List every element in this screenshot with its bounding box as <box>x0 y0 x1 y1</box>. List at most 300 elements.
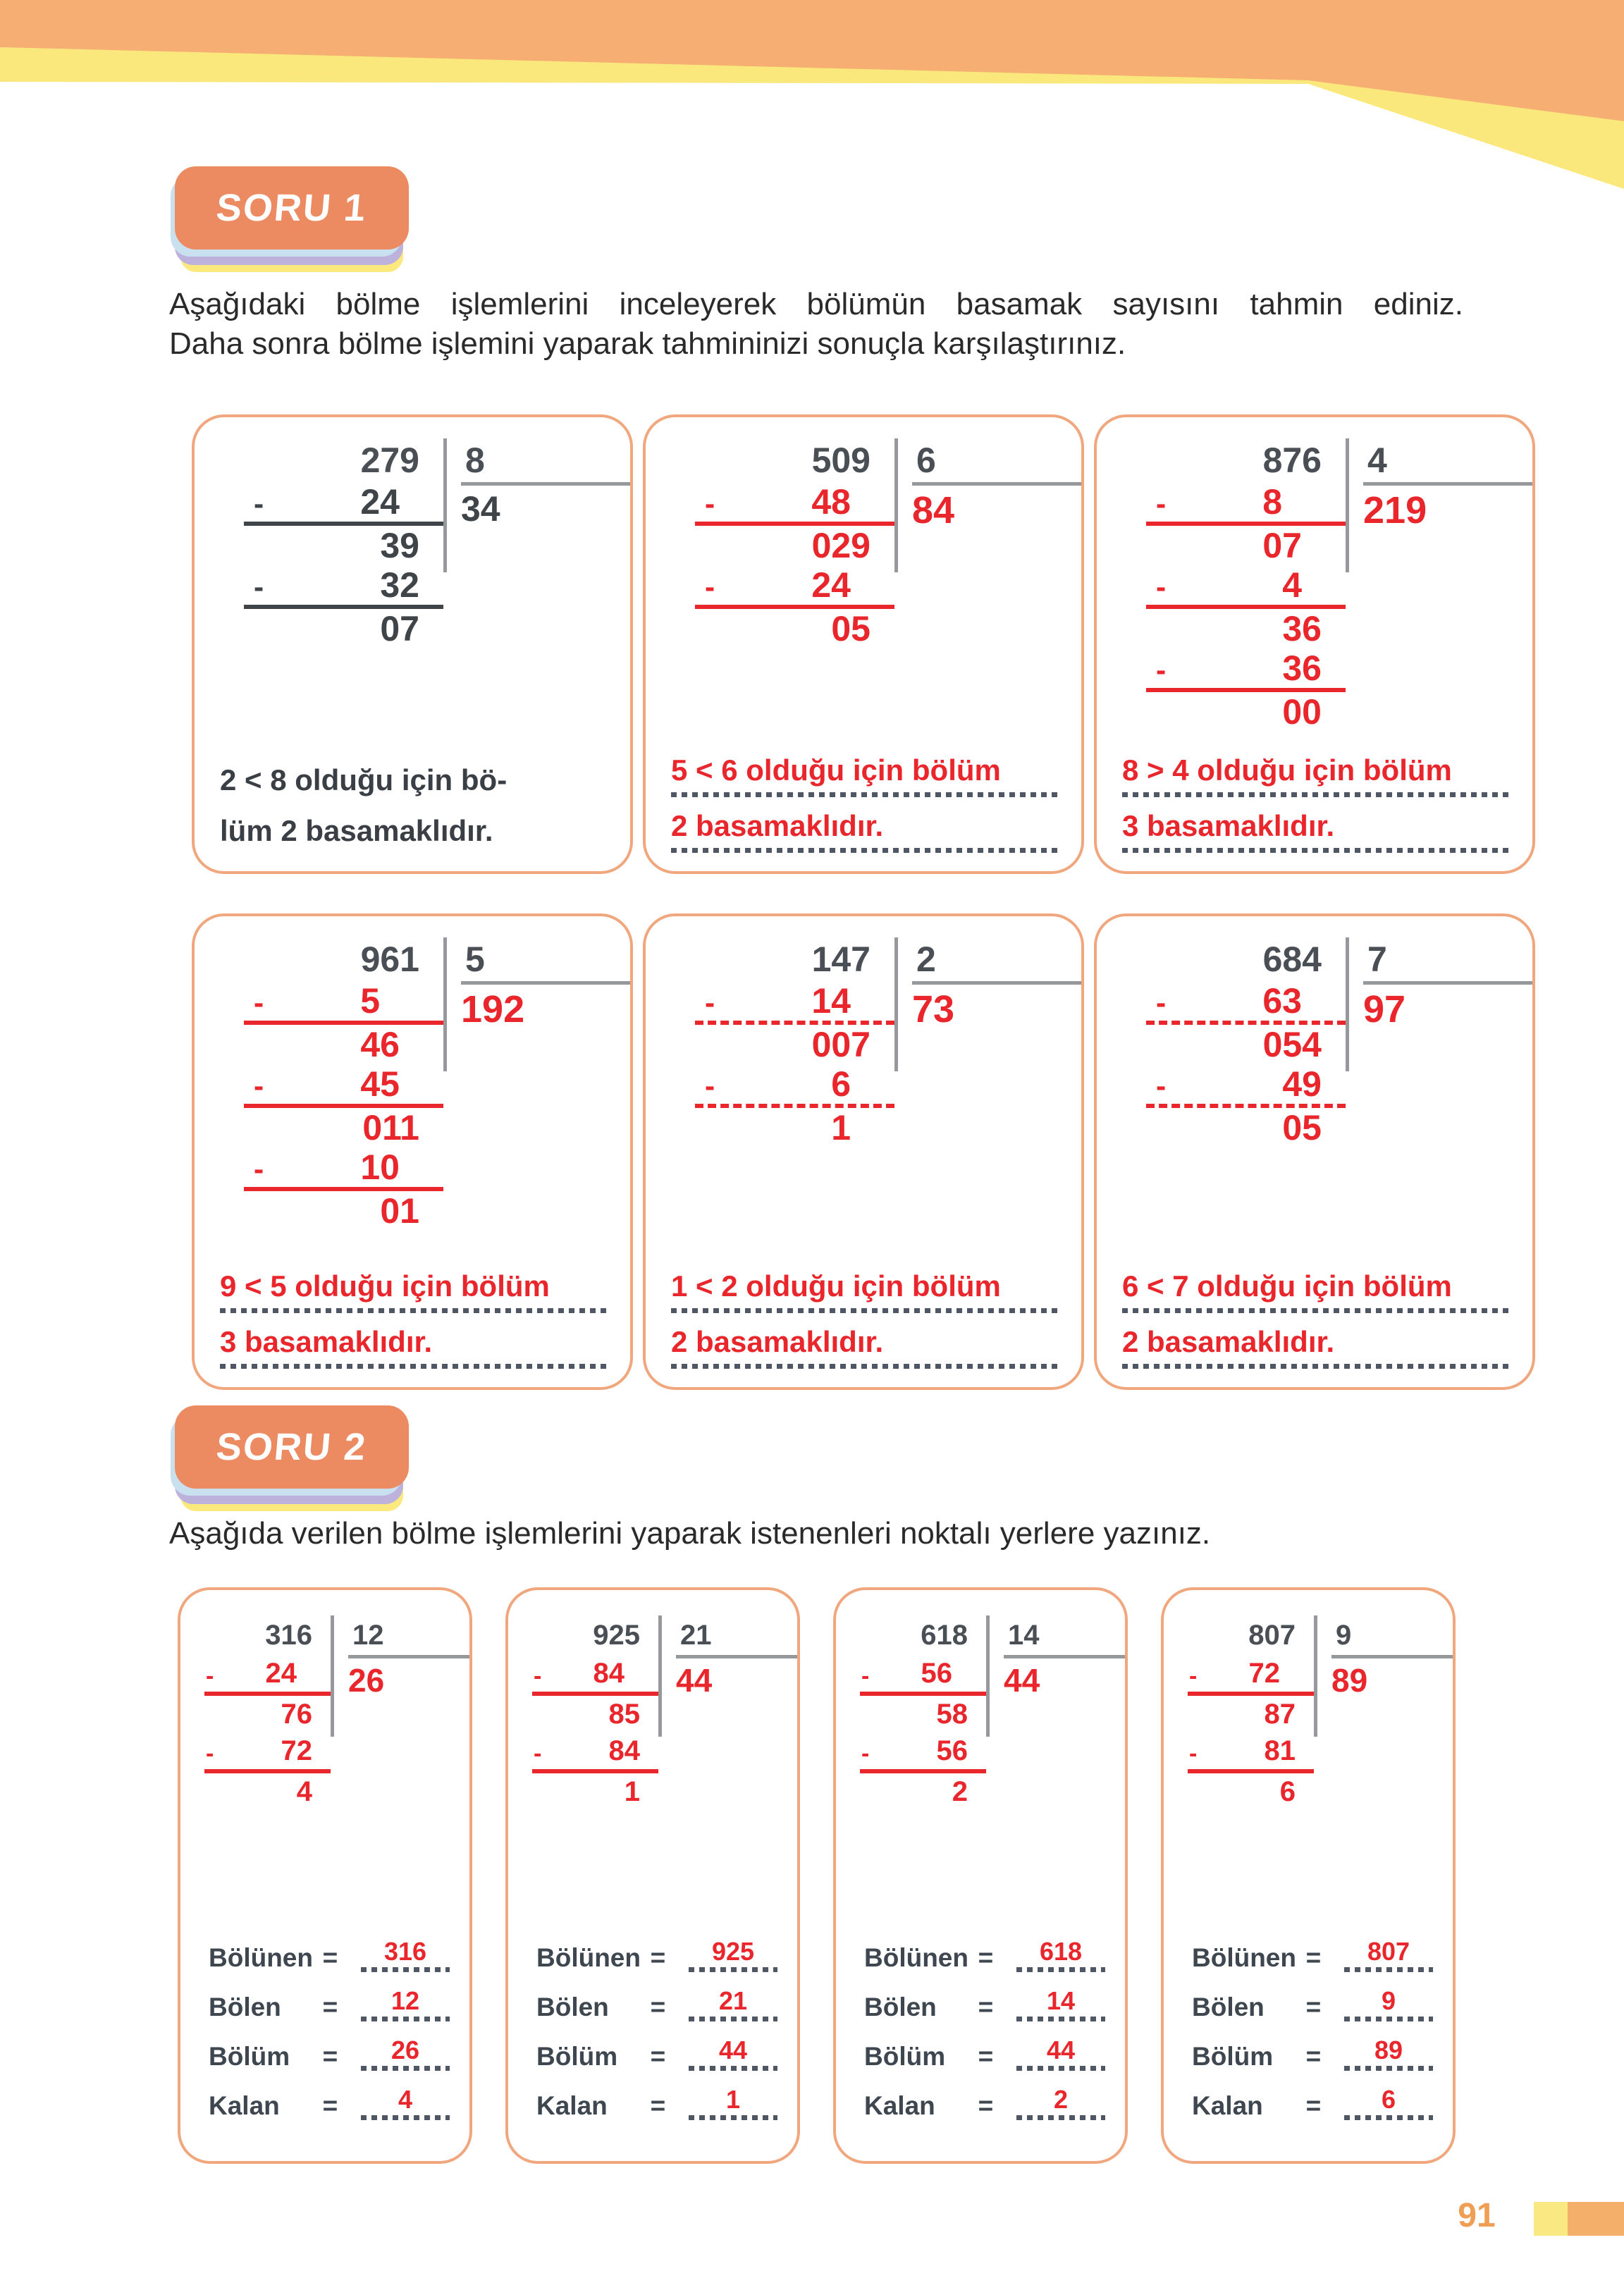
minus-sign: - <box>206 1740 214 1767</box>
division-card <box>1094 414 1535 874</box>
soru1-badge-label: SORU 1 <box>214 187 369 229</box>
division-card <box>192 414 633 874</box>
work-value: 07 <box>380 609 419 648</box>
fact-row <box>1192 1981 1433 2021</box>
equals-sign: = <box>978 2042 994 2071</box>
fact-row <box>864 2030 1105 2071</box>
work-value: 07 <box>1262 526 1302 565</box>
work-value: 2 <box>952 1776 968 1807</box>
fact-value <box>1016 2086 1105 2120</box>
work-value: 1 <box>831 1108 851 1147</box>
dividend-value: 316 <box>265 1620 312 1651</box>
work-row <box>532 1696 658 1732</box>
fact-value <box>1344 2086 1433 2120</box>
fact-value <box>361 2036 450 2071</box>
fact-row <box>536 1931 777 1972</box>
answer-note <box>671 1269 1060 1369</box>
quotient-value: 73 <box>912 981 1081 1030</box>
work-row <box>244 981 443 1025</box>
divisor-column <box>1346 937 1532 1071</box>
long-division <box>646 916 1081 1147</box>
fact-row <box>209 2079 450 2120</box>
dotted-answer-line[interactable] <box>689 2115 777 2120</box>
fact-label: Bölüm <box>209 2042 290 2071</box>
divisor-value: 6 <box>916 441 936 480</box>
dotted-answer-line[interactable] <box>689 1967 777 1972</box>
dotted-answer-line[interactable] <box>689 2066 777 2071</box>
long-division <box>195 916 630 1231</box>
dotted-answer-line[interactable] <box>1122 792 1511 797</box>
minus-sign: - <box>705 571 715 604</box>
equals-sign: = <box>322 2042 338 2071</box>
divisor-value: 9 <box>1336 1620 1352 1651</box>
work-row <box>204 1732 331 1773</box>
dotted-answer-line[interactable] <box>689 2017 777 2021</box>
minus-sign: - <box>254 571 264 604</box>
dividend-value: 509 <box>811 441 871 480</box>
fact-label: Kalan <box>209 2091 280 2120</box>
answer-note-text: 2 basamaklıdır. <box>671 1325 884 1358</box>
fact-value <box>361 1987 450 2021</box>
work-value: 1 <box>624 1776 640 1807</box>
fact-value <box>1016 1987 1105 2021</box>
division-facts <box>1192 1931 1433 2129</box>
equals-sign: = <box>1305 1993 1322 2021</box>
fact-label: Bölen <box>209 1993 281 2021</box>
answer-note <box>220 763 609 853</box>
dotted-answer-line[interactable] <box>671 1308 1060 1313</box>
fact-value-text: 6 <box>1382 2085 1396 2114</box>
dotted-answer-line[interactable] <box>1016 1967 1105 1972</box>
soru2-instruction <box>169 1514 1463 1553</box>
work-row <box>695 981 894 1025</box>
dotted-answer-line[interactable] <box>220 1308 609 1313</box>
work-value: 14 <box>811 981 851 1021</box>
work-value: 45 <box>360 1064 400 1104</box>
equals-sign: = <box>322 1943 338 1972</box>
divisor-column <box>331 1615 469 1737</box>
dividend-column <box>860 1615 986 1810</box>
minus-sign: - <box>1189 1663 1198 1689</box>
answer-note-text: lüm 2 basamaklıdır. <box>220 814 493 847</box>
fact-label: Bölünen <box>864 1943 968 1972</box>
division-facts <box>864 1931 1105 2129</box>
answer-note-line <box>671 753 1060 797</box>
divisor-column <box>1346 438 1532 572</box>
work-row <box>244 1108 443 1147</box>
minus-sign: - <box>861 1663 870 1689</box>
fact-label: Kalan <box>536 2091 608 2120</box>
answer-note-line <box>671 1269 1060 1313</box>
minus-sign: - <box>254 1153 264 1186</box>
work-value: 6 <box>1279 1776 1296 1807</box>
work-row <box>244 1064 443 1108</box>
divisor-value: 14 <box>1008 1620 1040 1651</box>
divisor-column <box>894 937 1081 1071</box>
answer-note-line <box>1122 808 1511 853</box>
divisor-column <box>658 1615 797 1737</box>
fact-value-text: 12 <box>391 1986 420 2015</box>
fact-label: Bölünen <box>536 1943 641 1972</box>
dividend-value: 279 <box>360 441 419 480</box>
work-value: 72 <box>1248 1658 1280 1689</box>
fact-value <box>1344 1938 1433 1972</box>
answer-note-text: 2 < 8 olduğu için bö- <box>220 763 508 796</box>
work-row <box>1146 482 1346 526</box>
minus-sign: - <box>705 488 715 521</box>
dividend-value: 684 <box>1262 940 1322 979</box>
fact-value-text: 618 <box>1040 1937 1083 1966</box>
divisor-value: 7 <box>1367 940 1387 979</box>
minus-sign: - <box>534 1663 542 1689</box>
fact-label: Bölüm <box>536 2042 618 2071</box>
division-facts <box>536 1931 777 2129</box>
fact-value-text: 44 <box>719 2036 748 2064</box>
quotient-value: 34 <box>461 482 630 529</box>
work-row <box>1146 1108 1346 1147</box>
work-value: 5 <box>360 981 380 1021</box>
fact-value-text: 89 <box>1374 2036 1403 2064</box>
division-card <box>1161 1587 1456 2164</box>
work-value: 4 <box>296 1776 312 1807</box>
answer-note-line <box>671 1324 1060 1369</box>
long-division <box>1164 1590 1453 1810</box>
minus-sign: - <box>1189 1740 1198 1767</box>
work-value: 81 <box>1264 1735 1296 1766</box>
division-card <box>643 414 1084 874</box>
dotted-answer-line[interactable] <box>361 2017 450 2021</box>
dotted-answer-line[interactable] <box>361 2115 450 2120</box>
dotted-answer-line[interactable] <box>361 2066 450 2071</box>
dotted-answer-line[interactable] <box>1344 2017 1433 2021</box>
fact-row <box>209 1931 450 1972</box>
division-card <box>505 1587 800 2164</box>
answer-note-text: 3 basamaklıdır. <box>1122 809 1335 842</box>
equals-sign: = <box>650 2091 666 2120</box>
work-row <box>860 1732 986 1773</box>
fact-value <box>689 2036 777 2071</box>
equals-sign: = <box>650 2042 666 2071</box>
equals-sign: = <box>322 1993 338 2021</box>
work-row <box>1188 1773 1314 1810</box>
fact-value <box>361 2086 450 2120</box>
work-row <box>244 609 443 648</box>
division-card <box>178 1587 472 2164</box>
work-value: 6 <box>831 1064 851 1104</box>
soru1-instruction-line1: Aşağıdaki bölme işlemlerini inceleyerek bölümün basamak sayısını tahmin ediniz. <box>169 287 1463 321</box>
fact-value-text: 925 <box>712 1937 755 1966</box>
dotted-answer-line[interactable] <box>361 1967 450 1972</box>
divisor-value: 12 <box>352 1620 384 1651</box>
minus-sign: - <box>534 1740 542 1767</box>
fact-row <box>536 2030 777 2071</box>
divisor-column <box>1314 1615 1453 1737</box>
fact-row <box>864 1981 1105 2021</box>
soru1-instruction <box>169 285 1463 364</box>
work-value: 10 <box>360 1147 400 1187</box>
fact-label: Kalan <box>1192 2091 1263 2120</box>
work-row <box>1146 609 1346 648</box>
work-value: 24 <box>811 565 851 605</box>
equals-sign: = <box>650 1943 666 1972</box>
work-row <box>1146 648 1346 692</box>
answer-note <box>1122 753 1511 853</box>
answer-note-line <box>1122 753 1511 797</box>
answer-note-line <box>220 813 609 853</box>
fact-label: Bölen <box>536 1993 609 2021</box>
soru1-badge <box>175 166 409 250</box>
work-value: 8 <box>1262 482 1282 522</box>
fact-row <box>1192 2079 1433 2120</box>
long-division <box>1097 417 1532 732</box>
divisor-column <box>443 438 630 572</box>
dividend-column <box>1146 438 1346 732</box>
work-value: 05 <box>1282 1108 1322 1147</box>
work-row <box>204 1773 331 1810</box>
fact-label: Bölüm <box>1192 2042 1274 2071</box>
work-row <box>532 1655 658 1696</box>
dotted-answer-line[interactable] <box>1016 2115 1105 2120</box>
work-row <box>244 565 443 609</box>
minus-sign: - <box>1156 987 1167 1020</box>
fact-row <box>209 1981 450 2021</box>
answer-note-text: 6 < 7 olduğu için bölüm <box>1122 1269 1452 1303</box>
work-row <box>1146 526 1346 565</box>
work-row <box>695 1108 894 1147</box>
work-row <box>532 1773 658 1810</box>
minus-sign: - <box>1156 654 1167 687</box>
equals-sign: = <box>978 2091 994 2120</box>
fact-value-text: 316 <box>384 1937 427 1966</box>
work-row <box>244 1147 443 1191</box>
fact-value <box>361 1938 450 1972</box>
dotted-answer-line[interactable] <box>671 792 1060 797</box>
soru2-badge-label: SORU 2 <box>214 1426 369 1468</box>
dotted-answer-line[interactable] <box>1016 2066 1105 2071</box>
long-division <box>646 417 1081 648</box>
work-value: 63 <box>1262 981 1302 1021</box>
quotient-value: 89 <box>1331 1655 1453 1699</box>
work-row <box>1146 1025 1346 1064</box>
minus-sign: - <box>254 987 264 1020</box>
answer-note <box>1122 1269 1511 1369</box>
work-value: 48 <box>811 482 851 522</box>
fact-label: Bölünen <box>1192 1943 1296 1972</box>
quotient-value: 219 <box>1363 482 1532 531</box>
fact-value-text: 26 <box>391 2036 420 2064</box>
answer-note <box>220 1269 609 1369</box>
fact-value-text: 4 <box>398 2085 413 2114</box>
work-row <box>204 1696 331 1732</box>
long-division <box>180 1590 469 1810</box>
equals-sign: = <box>978 1943 994 1972</box>
fact-row <box>864 1931 1105 1972</box>
dotted-answer-line[interactable] <box>1122 848 1511 853</box>
work-row <box>1188 1655 1314 1696</box>
work-value: 49 <box>1282 1064 1322 1104</box>
work-row <box>1146 692 1346 732</box>
division-card <box>643 913 1084 1390</box>
answer-note-text: 5 < 6 olduğu için bölüm <box>671 753 1001 787</box>
footer-yellow-square <box>1534 2202 1568 2236</box>
dividend-value: 618 <box>921 1620 968 1651</box>
work-row <box>695 1025 894 1064</box>
fact-value <box>1016 1938 1105 1972</box>
fact-label: Bölünen <box>209 1943 313 1972</box>
work-value: 39 <box>380 526 419 565</box>
fact-value <box>1016 2036 1105 2071</box>
divisor-column <box>894 438 1081 572</box>
dotted-answer-line[interactable] <box>220 1364 609 1369</box>
work-value: 36 <box>1282 648 1322 688</box>
dividend-column <box>695 937 894 1147</box>
dotted-answer-line[interactable] <box>1344 1967 1433 1972</box>
fact-value-text: 44 <box>1047 2036 1076 2064</box>
fact-value-text: 807 <box>1367 1937 1410 1966</box>
minus-sign: - <box>705 1070 715 1103</box>
minus-sign: - <box>254 1070 264 1103</box>
work-value: 24 <box>265 1658 297 1689</box>
fact-value-text: 2 <box>1054 2085 1069 2114</box>
minus-sign: - <box>254 488 264 521</box>
dotted-answer-line[interactable] <box>1344 2115 1433 2120</box>
work-value: 007 <box>811 1025 871 1064</box>
work-row <box>1146 981 1346 1025</box>
dividend-column <box>244 438 443 648</box>
work-row <box>695 526 894 565</box>
fact-label: Bölen <box>864 1993 937 2021</box>
quotient-value: 97 <box>1363 981 1532 1030</box>
work-value: 72 <box>281 1735 312 1766</box>
minus-sign: - <box>1156 1070 1167 1103</box>
minus-sign: - <box>861 1740 870 1767</box>
quotient-value: 84 <box>912 482 1081 531</box>
dotted-answer-line[interactable] <box>671 848 1060 853</box>
dotted-answer-line[interactable] <box>1344 2066 1433 2071</box>
dividend-column <box>204 1615 331 1810</box>
dividend-column <box>695 438 894 648</box>
dividend-value: 876 <box>1262 441 1322 480</box>
work-row <box>695 1064 894 1108</box>
fact-row <box>536 2079 777 2120</box>
work-value: 84 <box>593 1658 625 1689</box>
work-row <box>860 1655 986 1696</box>
work-row <box>860 1696 986 1732</box>
work-value: 054 <box>1262 1025 1322 1064</box>
fact-value <box>689 1987 777 2021</box>
work-row <box>244 1191 443 1231</box>
work-value: 58 <box>936 1699 968 1730</box>
work-row <box>695 565 894 609</box>
divisor-value: 2 <box>916 940 936 979</box>
work-value: 01 <box>380 1191 419 1231</box>
work-value: 24 <box>360 482 400 522</box>
work-value: 76 <box>281 1699 312 1730</box>
answer-note-text: 2 basamaklıdır. <box>1122 1325 1335 1358</box>
divisor-value: 21 <box>680 1620 712 1651</box>
answer-note-text: 2 basamaklıdır. <box>671 809 884 842</box>
division-card <box>833 1587 1128 2164</box>
answer-note-line <box>220 763 609 802</box>
divisor-value: 8 <box>465 441 485 480</box>
division-facts <box>209 1931 450 2129</box>
fact-value-text: 21 <box>719 1986 748 2015</box>
quotient-value: 44 <box>676 1655 797 1699</box>
fact-value-text: 14 <box>1047 1986 1076 2015</box>
answer-note <box>671 753 1060 853</box>
work-row <box>244 526 443 565</box>
dotted-answer-line[interactable] <box>671 1364 1060 1369</box>
work-value: 05 <box>831 609 871 648</box>
work-value: 56 <box>921 1658 952 1689</box>
equals-sign: = <box>1305 1943 1322 1972</box>
answer-note-text: 8 > 4 olduğu için bölüm <box>1122 753 1452 787</box>
long-division <box>508 1590 797 1810</box>
fact-label: Kalan <box>864 2091 935 2120</box>
minus-sign: - <box>206 1663 214 1689</box>
work-value: 00 <box>1282 692 1322 732</box>
long-division <box>836 1590 1125 1810</box>
work-value: 84 <box>608 1735 640 1766</box>
minus-sign: - <box>705 987 715 1020</box>
dotted-answer-line[interactable] <box>1016 2017 1105 2021</box>
divisor-value: 5 <box>465 940 485 979</box>
fact-value <box>1344 2036 1433 2071</box>
work-value: 4 <box>1282 565 1302 605</box>
answer-note-line <box>220 1269 609 1313</box>
fact-row <box>536 1981 777 2021</box>
fact-value <box>689 2086 777 2120</box>
fact-row <box>1192 2030 1433 2071</box>
work-row <box>1188 1732 1314 1773</box>
dividend-value: 147 <box>811 940 871 979</box>
work-row <box>695 482 894 526</box>
dotted-answer-line[interactable] <box>1122 1364 1511 1369</box>
quotient-value: 26 <box>348 1655 469 1699</box>
fact-value <box>689 1938 777 1972</box>
equals-sign: = <box>322 2091 338 2120</box>
work-row <box>1188 1696 1314 1732</box>
quotient-value: 44 <box>1004 1655 1125 1699</box>
dividend-column <box>244 937 443 1231</box>
dotted-answer-line[interactable] <box>1122 1308 1511 1313</box>
dividend-value: 807 <box>1248 1620 1296 1651</box>
answer-note-line <box>1122 1269 1511 1313</box>
soru2-instruction-line1: Aşağıda verilen bölme işlemlerini yaparak istenenleri noktalı yerlere yazınız. <box>169 1516 1211 1551</box>
quotient-value: 192 <box>461 981 630 1030</box>
work-row <box>1146 1064 1346 1108</box>
page-number: 91 <box>1458 2197 1496 2234</box>
divisor-column <box>443 937 630 1071</box>
answer-note-line <box>671 808 1060 853</box>
dividend-column <box>532 1615 658 1810</box>
answer-note-text: 3 basamaklıdır. <box>220 1325 433 1358</box>
divisor-column <box>986 1615 1125 1737</box>
footer-orange-square <box>1568 2202 1624 2236</box>
work-value: 87 <box>1264 1699 1296 1730</box>
minus-sign: - <box>1156 488 1167 521</box>
dividend-value: 925 <box>593 1620 640 1651</box>
soru1-instruction-line2: Daha sonra bölme işlemini yaparak tahmininizi sonuçla karşılaştırınız. <box>169 326 1126 361</box>
equals-sign: = <box>650 1993 666 2021</box>
long-division <box>195 417 630 648</box>
equals-sign: = <box>978 1993 994 2021</box>
fact-row <box>1192 1931 1433 1972</box>
work-row <box>244 1025 443 1064</box>
answer-note-line <box>220 1324 609 1369</box>
equals-sign: = <box>1305 2042 1322 2071</box>
work-row <box>532 1732 658 1773</box>
